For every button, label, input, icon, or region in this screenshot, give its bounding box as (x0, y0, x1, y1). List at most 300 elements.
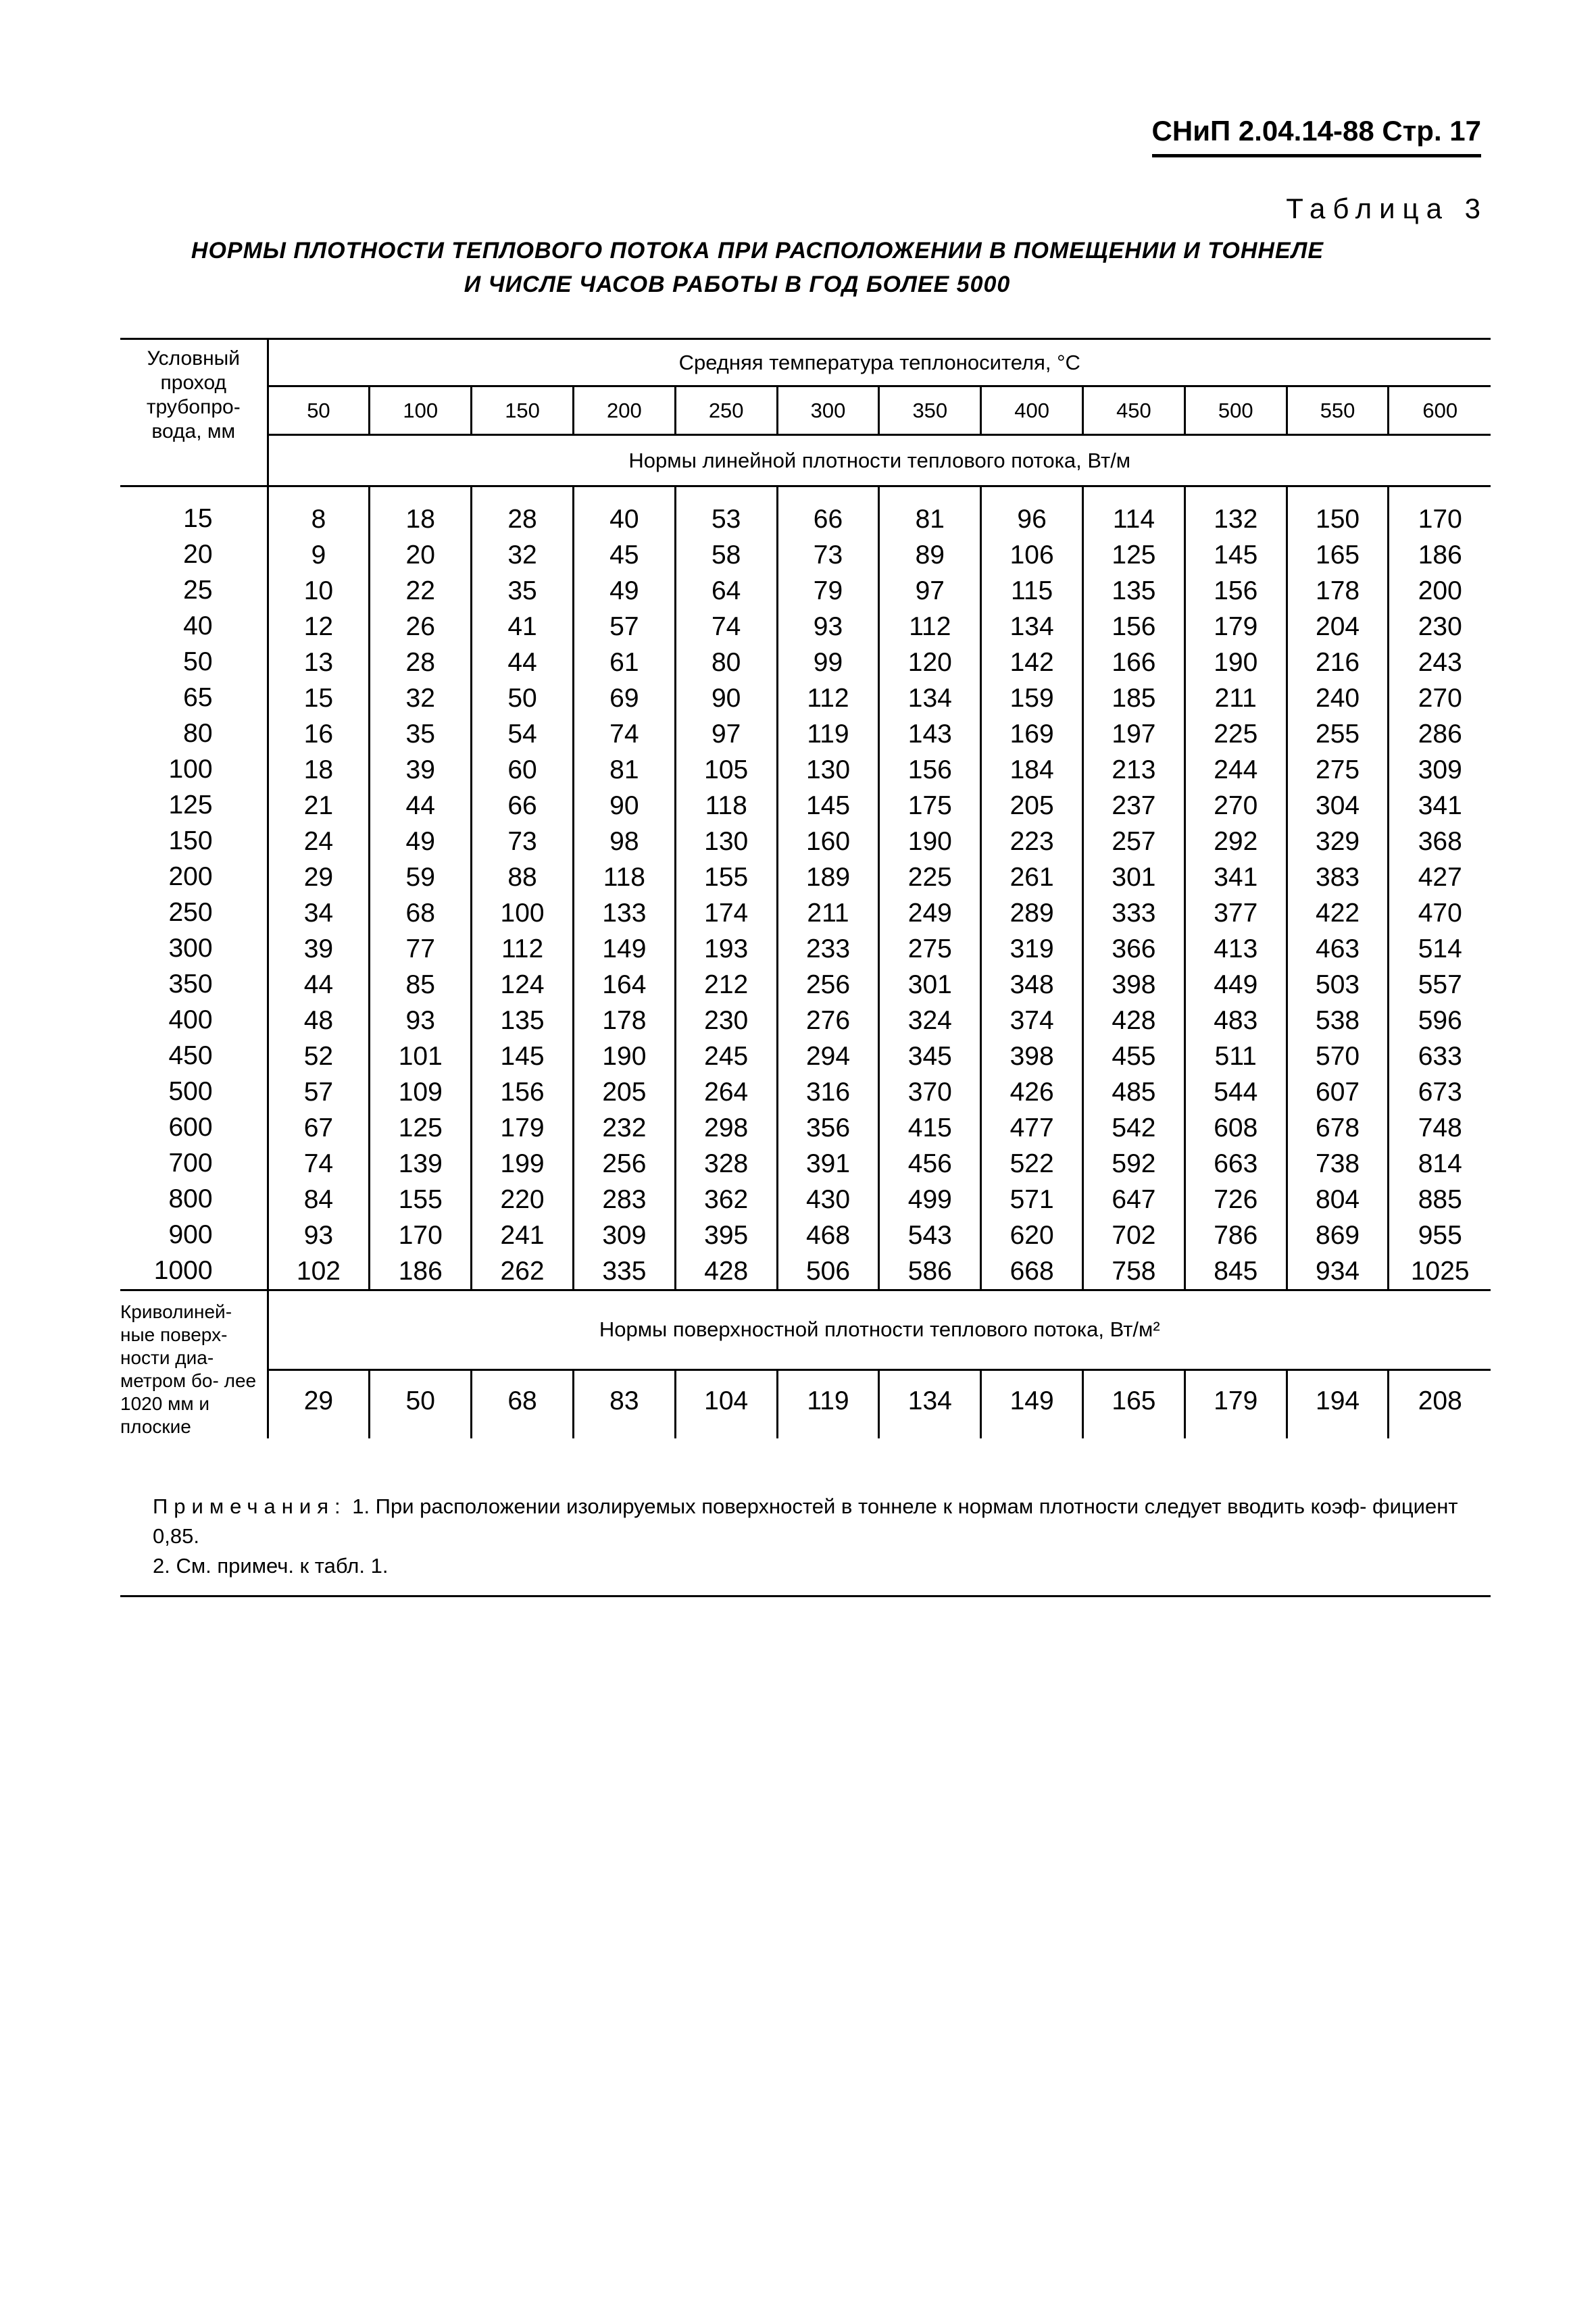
linear-value-cell: 174 (675, 895, 777, 931)
spacer-cell (675, 486, 777, 501)
linear-value-cell: 20 (370, 537, 472, 573)
linear-value-cell: 97 (879, 573, 981, 609)
linear-value-cell: 225 (1184, 716, 1287, 752)
linear-value-cell: 93 (268, 1217, 370, 1253)
diameter-cell: 65 (183, 683, 213, 712)
diameter-cell: 250 (168, 898, 213, 927)
linear-value-cell: 35 (370, 716, 472, 752)
linear-value-cell: 257 (1083, 824, 1185, 859)
surface-values-row (120, 1370, 1491, 1438)
note-2: 2. См. примеч. к табл. 1. (153, 1554, 389, 1578)
linear-value-cell: 233 (777, 931, 879, 967)
linear-value-cell: 428 (675, 1253, 777, 1290)
linear-value-cell: 368 (1389, 824, 1491, 859)
temperature-cell: 200 (573, 386, 675, 435)
linear-value-cell: 449 (1184, 967, 1287, 1003)
linear-value-cell: 955 (1389, 1217, 1491, 1253)
diameter-cell: 400 (168, 1005, 213, 1034)
linear-value-cell: 845 (1184, 1253, 1287, 1290)
diameter-cell: 50 (183, 647, 213, 676)
linear-value-cell: 362 (675, 1182, 777, 1217)
diameter-cell: 600 (168, 1113, 213, 1142)
linear-value-cell: 542 (1083, 1110, 1185, 1146)
linear-value-cell: 90 (675, 680, 777, 716)
diameter-cell: 800 (168, 1184, 213, 1213)
spacer-row (120, 486, 1491, 501)
linear-value-cell: 149 (573, 931, 675, 967)
table-row (120, 1182, 1491, 1217)
linear-value-cell: 286 (1389, 716, 1491, 752)
linear-value-cell: 100 (472, 895, 574, 931)
table-row (120, 931, 1491, 967)
surface-value-cell: 165 (1083, 1370, 1185, 1438)
linear-value-cell: 44 (472, 645, 574, 680)
linear-value-cell: 18 (268, 752, 370, 788)
linear-value-cell: 211 (1184, 680, 1287, 716)
table-title-line-2: И ЧИСЛЕ ЧАСОВ РАБОТЫ В ГОД БОЛЕЕ 5000 (464, 272, 1011, 297)
linear-value-cell: 96 (981, 501, 1083, 537)
linear-value-cell: 426 (981, 1074, 1083, 1110)
linear-value-cell: 81 (879, 501, 981, 537)
linear-value-cell: 60 (472, 752, 574, 788)
linear-value-cell: 64 (675, 573, 777, 609)
note-1 (153, 1492, 1504, 1551)
linear-value-cell: 118 (675, 788, 777, 824)
linear-value-cell: 10 (268, 573, 370, 609)
linear-value-cell: 135 (1083, 573, 1185, 609)
linear-value-cell: 738 (1287, 1146, 1389, 1182)
linear-value-cell: 77 (370, 931, 472, 967)
surface-value-cell: 134 (879, 1370, 981, 1438)
linear-value-cell: 324 (879, 1003, 981, 1038)
linear-value-cell: 608 (1184, 1110, 1287, 1146)
diameter-cell: 700 (168, 1149, 213, 1178)
linear-value-cell: 220 (472, 1182, 574, 1217)
linear-value-cell: 115 (981, 573, 1083, 609)
linear-value-cell: 341 (1389, 788, 1491, 824)
linear-value-cell: 143 (879, 716, 981, 752)
diameter-cell: 1000 (120, 1253, 268, 1290)
linear-value-cell: 156 (879, 752, 981, 788)
linear-value-cell: 413 (1184, 931, 1287, 967)
linear-value-cell: 190 (573, 1038, 675, 1074)
linear-value-cell: 179 (472, 1110, 574, 1146)
linear-value-cell: 90 (573, 788, 675, 824)
diameter-cell: 125 (168, 790, 213, 820)
linear-value-cell: 309 (573, 1217, 675, 1253)
linear-value-cell: 245 (675, 1038, 777, 1074)
linear-value-cell: 125 (370, 1110, 472, 1146)
linear-value-cell: 243 (1389, 645, 1491, 680)
spacer-cell (1083, 486, 1185, 501)
linear-value-cell: 205 (573, 1074, 675, 1110)
linear-value-cell: 328 (675, 1146, 777, 1182)
linear-value-cell: 199 (472, 1146, 574, 1182)
linear-value-cell: 170 (370, 1217, 472, 1253)
stub-header: Условный проход трубопро- вода, мм (120, 339, 268, 486)
linear-value-cell: 48 (268, 1003, 370, 1038)
linear-value-cell: 366 (1083, 931, 1185, 967)
linear-value-cell: 586 (879, 1253, 981, 1290)
linear-value-cell: 99 (777, 645, 879, 680)
table-row (120, 824, 1491, 859)
spacer-cell (1389, 486, 1491, 501)
table-row (120, 573, 1491, 609)
linear-value-cell: 570 (1287, 1038, 1389, 1074)
temperature-cell: 100 (370, 386, 472, 435)
table-row (120, 537, 1491, 573)
linear-value-cell: 184 (981, 752, 1083, 788)
linear-value-cell: 255 (1287, 716, 1389, 752)
linear-value-cell: 156 (1083, 609, 1185, 645)
spacer-cell (1184, 486, 1287, 501)
linear-value-cell: 93 (777, 609, 879, 645)
linear-value-cell: 211 (777, 895, 879, 931)
linear-value-cell: 133 (573, 895, 675, 931)
temperature-cell: 450 (1083, 386, 1185, 435)
linear-value-cell: 514 (1389, 931, 1491, 967)
header-row-linear (120, 435, 1491, 486)
linear-value-cell: 124 (472, 967, 574, 1003)
table-row (120, 1110, 1491, 1146)
linear-value-cell: 132 (1184, 501, 1287, 537)
linear-value-cell: 101 (370, 1038, 472, 1074)
linear-value-cell: 189 (777, 859, 879, 895)
linear-density-header: Нормы линейной плотности теплового потока, Вт/м (268, 435, 1491, 486)
temperature-cell: 500 (1184, 386, 1287, 435)
linear-value-cell: 934 (1287, 1253, 1389, 1290)
linear-value-cell: 24 (268, 824, 370, 859)
spacer-cell (1287, 486, 1389, 501)
linear-value-cell: 179 (1184, 609, 1287, 645)
linear-value-cell: 49 (573, 573, 675, 609)
surface-header-row (120, 1290, 1491, 1370)
linear-value-cell: 329 (1287, 824, 1389, 859)
linear-value-cell: 34 (268, 895, 370, 931)
linear-value-cell: 106 (981, 537, 1083, 573)
spacer-cell (573, 486, 675, 501)
linear-value-cell: 74 (675, 609, 777, 645)
surface-value-cell: 208 (1389, 1370, 1491, 1438)
temperature-cell: 600 (1389, 386, 1491, 435)
linear-value-cell: 430 (777, 1182, 879, 1217)
linear-value-cell: 142 (981, 645, 1083, 680)
linear-value-cell: 28 (472, 501, 574, 537)
table-row (120, 501, 1491, 537)
linear-value-cell: 44 (370, 788, 472, 824)
linear-value-cell: 39 (268, 931, 370, 967)
linear-value-cell: 607 (1287, 1074, 1389, 1110)
linear-value-cell: 204 (1287, 609, 1389, 645)
linear-value-cell: 9 (268, 537, 370, 573)
linear-value-cell: 428 (1083, 1003, 1185, 1038)
table-row (120, 1003, 1491, 1038)
linear-value-cell: 270 (1184, 788, 1287, 824)
linear-value-cell: 105 (675, 752, 777, 788)
linear-value-cell: 74 (268, 1146, 370, 1182)
linear-value-cell: 477 (981, 1110, 1083, 1146)
linear-value-cell: 178 (1287, 573, 1389, 609)
linear-value-cell: 213 (1083, 752, 1185, 788)
linear-value-cell: 8 (268, 501, 370, 537)
linear-value-cell: 112 (879, 609, 981, 645)
linear-value-cell: 869 (1287, 1217, 1389, 1253)
linear-value-cell: 592 (1083, 1146, 1185, 1182)
linear-value-cell: 18 (370, 501, 472, 537)
linear-value-cell: 190 (1184, 645, 1287, 680)
spacer-cell (370, 486, 472, 501)
linear-value-cell: 50 (472, 680, 574, 716)
linear-value-cell: 166 (1083, 645, 1185, 680)
diameter-cell: 200 (168, 862, 213, 891)
linear-value-cell: 109 (370, 1074, 472, 1110)
linear-value-cell: 422 (1287, 895, 1389, 931)
linear-value-cell: 544 (1184, 1074, 1287, 1110)
linear-value-cell: 73 (777, 537, 879, 573)
linear-value-cell: 348 (981, 967, 1083, 1003)
diameter-cell: 100 (168, 755, 213, 784)
surface-value-cell: 29 (268, 1370, 370, 1438)
linear-value-cell: 264 (675, 1074, 777, 1110)
linear-value-cell: 383 (1287, 859, 1389, 895)
linear-value-cell: 237 (1083, 788, 1185, 824)
linear-value-cell: 804 (1287, 1182, 1389, 1217)
linear-value-cell: 156 (1184, 573, 1287, 609)
linear-value-cell: 125 (1083, 537, 1185, 573)
linear-value-cell: 511 (1184, 1038, 1287, 1074)
linear-value-cell: 726 (1184, 1182, 1287, 1217)
table-row (120, 1074, 1491, 1110)
surface-value-cell: 83 (573, 1370, 675, 1438)
linear-value-cell: 522 (981, 1146, 1083, 1182)
linear-value-cell: 53 (675, 501, 777, 537)
linear-value-cell: 44 (268, 967, 370, 1003)
linear-value-cell: 230 (675, 1003, 777, 1038)
linear-value-cell: 120 (879, 645, 981, 680)
surface-value-cell: 194 (1287, 1370, 1389, 1438)
linear-value-cell: 160 (777, 824, 879, 859)
linear-value-cell: 61 (573, 645, 675, 680)
diameter-cell: 350 (168, 970, 213, 999)
diameter-cell: 150 (168, 826, 213, 855)
temperature-cell: 400 (981, 386, 1083, 435)
diameter-cell: 450 (168, 1041, 213, 1070)
linear-value-cell: 468 (777, 1217, 879, 1253)
linear-value-cell: 758 (1083, 1253, 1185, 1290)
linear-value-cell: 663 (1184, 1146, 1287, 1182)
linear-value-cell: 506 (777, 1253, 879, 1290)
table-body (120, 339, 1491, 1438)
linear-value-cell: 398 (1083, 967, 1185, 1003)
table-row (120, 1146, 1491, 1182)
curved-surfaces-label: Криволиней- ные поверх- ности диа- метром бо- лее 1020 мм и плоские (120, 1301, 257, 1437)
table-title-line-1: НОРМЫ ПЛОТНОСТИ ТЕПЛОВОГО ПОТОКА ПРИ РАСПОЛОЖЕНИИ В ПОМЕЩЕНИИ И ТОННЕЛЕ (191, 238, 1324, 263)
linear-value-cell: 256 (777, 967, 879, 1003)
linear-value-cell: 135 (472, 1003, 574, 1038)
linear-value-cell: 170 (1389, 501, 1491, 537)
linear-value-cell: 57 (573, 609, 675, 645)
linear-value-cell: 538 (1287, 1003, 1389, 1038)
linear-value-cell: 32 (472, 537, 574, 573)
linear-value-cell: 256 (573, 1146, 675, 1182)
linear-value-cell: 190 (879, 824, 981, 859)
linear-value-cell: 54 (472, 716, 574, 752)
linear-value-cell: 84 (268, 1182, 370, 1217)
linear-value-cell: 155 (370, 1182, 472, 1217)
linear-value-cell: 377 (1184, 895, 1287, 931)
linear-value-cell: 885 (1389, 1182, 1491, 1217)
linear-value-cell: 68 (370, 895, 472, 931)
linear-value-cell: 155 (675, 859, 777, 895)
linear-value-cell: 294 (777, 1038, 879, 1074)
diameter-cell: 20 (183, 540, 213, 569)
linear-value-cell: 73 (472, 824, 574, 859)
linear-value-cell: 283 (573, 1182, 675, 1217)
table-row (120, 752, 1491, 788)
linear-value-cell: 223 (981, 824, 1083, 859)
linear-value-cell: 130 (777, 752, 879, 788)
linear-value-cell: 557 (1389, 967, 1491, 1003)
linear-value-cell: 112 (777, 680, 879, 716)
linear-value-cell: 633 (1389, 1038, 1491, 1074)
linear-value-cell: 216 (1287, 645, 1389, 680)
diameter-cell: 25 (183, 576, 213, 605)
linear-value-cell: 301 (1083, 859, 1185, 895)
linear-value-cell: 156 (472, 1074, 574, 1110)
linear-value-cell: 309 (1389, 752, 1491, 788)
linear-value-cell: 200 (1389, 573, 1491, 609)
linear-value-cell: 814 (1389, 1146, 1491, 1182)
linear-value-cell: 335 (573, 1253, 675, 1290)
linear-value-cell: 455 (1083, 1038, 1185, 1074)
linear-value-cell: 22 (370, 573, 472, 609)
bottom-rule (120, 1595, 1491, 1597)
linear-value-cell: 333 (1083, 895, 1185, 931)
linear-value-cell: 193 (675, 931, 777, 967)
linear-value-cell: 543 (879, 1217, 981, 1253)
linear-value-cell: 261 (981, 859, 1083, 895)
linear-value-cell: 786 (1184, 1217, 1287, 1253)
linear-value-cell: 49 (370, 824, 472, 859)
table-row (120, 788, 1491, 824)
linear-value-cell: 197 (1083, 716, 1185, 752)
table-row (120, 716, 1491, 752)
linear-value-cell: 102 (268, 1253, 370, 1290)
linear-value-cell: 240 (1287, 680, 1389, 716)
diameter-cell: 900 (168, 1220, 213, 1249)
linear-value-cell: 159 (981, 680, 1083, 716)
linear-value-cell: 415 (879, 1110, 981, 1146)
table-row (120, 1217, 1491, 1253)
linear-value-cell: 702 (1083, 1217, 1185, 1253)
linear-value-cell: 12 (268, 609, 370, 645)
notes (153, 1492, 1504, 1581)
table-row (120, 1038, 1491, 1074)
spacer-cell (879, 486, 981, 501)
linear-value-cell: 134 (981, 609, 1083, 645)
linear-value-cell: 427 (1389, 859, 1491, 895)
linear-value-cell: 89 (879, 537, 981, 573)
temperature-cell: 50 (268, 386, 370, 435)
linear-value-cell: 571 (981, 1182, 1083, 1217)
linear-value-cell: 80 (675, 645, 777, 680)
linear-value-cell: 374 (981, 1003, 1083, 1038)
linear-value-cell: 21 (268, 788, 370, 824)
linear-value-cell: 114 (1083, 501, 1185, 537)
linear-value-cell: 178 (573, 1003, 675, 1038)
linear-value-cell: 139 (370, 1146, 472, 1182)
linear-value-cell: 186 (370, 1253, 472, 1290)
linear-value-cell: 69 (573, 680, 675, 716)
linear-value-cell: 398 (981, 1038, 1083, 1074)
linear-value-cell: 241 (472, 1217, 574, 1253)
linear-value-cell: 275 (879, 931, 981, 967)
linear-value-cell: 276 (777, 1003, 879, 1038)
linear-value-cell: 134 (879, 680, 981, 716)
surface-value-cell: 50 (370, 1370, 472, 1438)
linear-value-cell: 26 (370, 609, 472, 645)
table-row (120, 859, 1491, 895)
linear-value-cell: 673 (1389, 1074, 1491, 1110)
linear-value-cell: 88 (472, 859, 574, 895)
linear-value-cell: 186 (1389, 537, 1491, 573)
linear-value-cell: 79 (777, 573, 879, 609)
linear-value-cell: 97 (675, 716, 777, 752)
linear-value-cell: 145 (472, 1038, 574, 1074)
linear-value-cell: 370 (879, 1074, 981, 1110)
linear-value-cell: 59 (370, 859, 472, 895)
table-row (120, 895, 1491, 931)
linear-value-cell: 66 (472, 788, 574, 824)
linear-value-cell: 145 (777, 788, 879, 824)
linear-value-cell: 164 (573, 967, 675, 1003)
linear-value-cell: 13 (268, 645, 370, 680)
linear-value-cell: 292 (1184, 824, 1287, 859)
linear-value-cell: 316 (777, 1074, 879, 1110)
spacer-cell (981, 486, 1083, 501)
linear-value-cell: 169 (981, 716, 1083, 752)
linear-value-cell: 270 (1389, 680, 1491, 716)
notes-label: Примечания: (153, 1494, 347, 1518)
linear-value-cell: 118 (573, 859, 675, 895)
linear-value-cell: 298 (675, 1110, 777, 1146)
surface-density-header: Нормы поверхностной плотности теплового потока, Вт/м² (268, 1290, 1491, 1370)
linear-value-cell: 463 (1287, 931, 1389, 967)
linear-value-cell: 249 (879, 895, 981, 931)
linear-value-cell: 40 (573, 501, 675, 537)
temperature-cell: 350 (879, 386, 981, 435)
linear-value-cell: 356 (777, 1110, 879, 1146)
header-row-temp (120, 339, 1491, 386)
linear-value-cell: 391 (777, 1146, 879, 1182)
temperature-cell: 150 (472, 386, 574, 435)
linear-value-cell: 647 (1083, 1182, 1185, 1217)
table-number: Таблица 3 (1286, 193, 1488, 224)
linear-value-cell: 232 (573, 1110, 675, 1146)
note-1-text: 1. При расположении изолируемых поверхностей в тоннеле к нормам плотности следует вводить коэф- фициент 0,85. (153, 1494, 1458, 1548)
linear-value-cell: 499 (879, 1182, 981, 1217)
surface-value-cell: 149 (981, 1370, 1083, 1438)
linear-value-cell: 45 (573, 537, 675, 573)
linear-value-cell: 485 (1083, 1074, 1185, 1110)
linear-value-cell: 32 (370, 680, 472, 716)
linear-value-cell: 262 (472, 1253, 574, 1290)
linear-value-cell: 341 (1184, 859, 1287, 895)
linear-value-cell: 165 (1287, 537, 1389, 573)
linear-value-cell: 244 (1184, 752, 1287, 788)
linear-value-cell: 289 (981, 895, 1083, 931)
linear-value-cell: 205 (981, 788, 1083, 824)
